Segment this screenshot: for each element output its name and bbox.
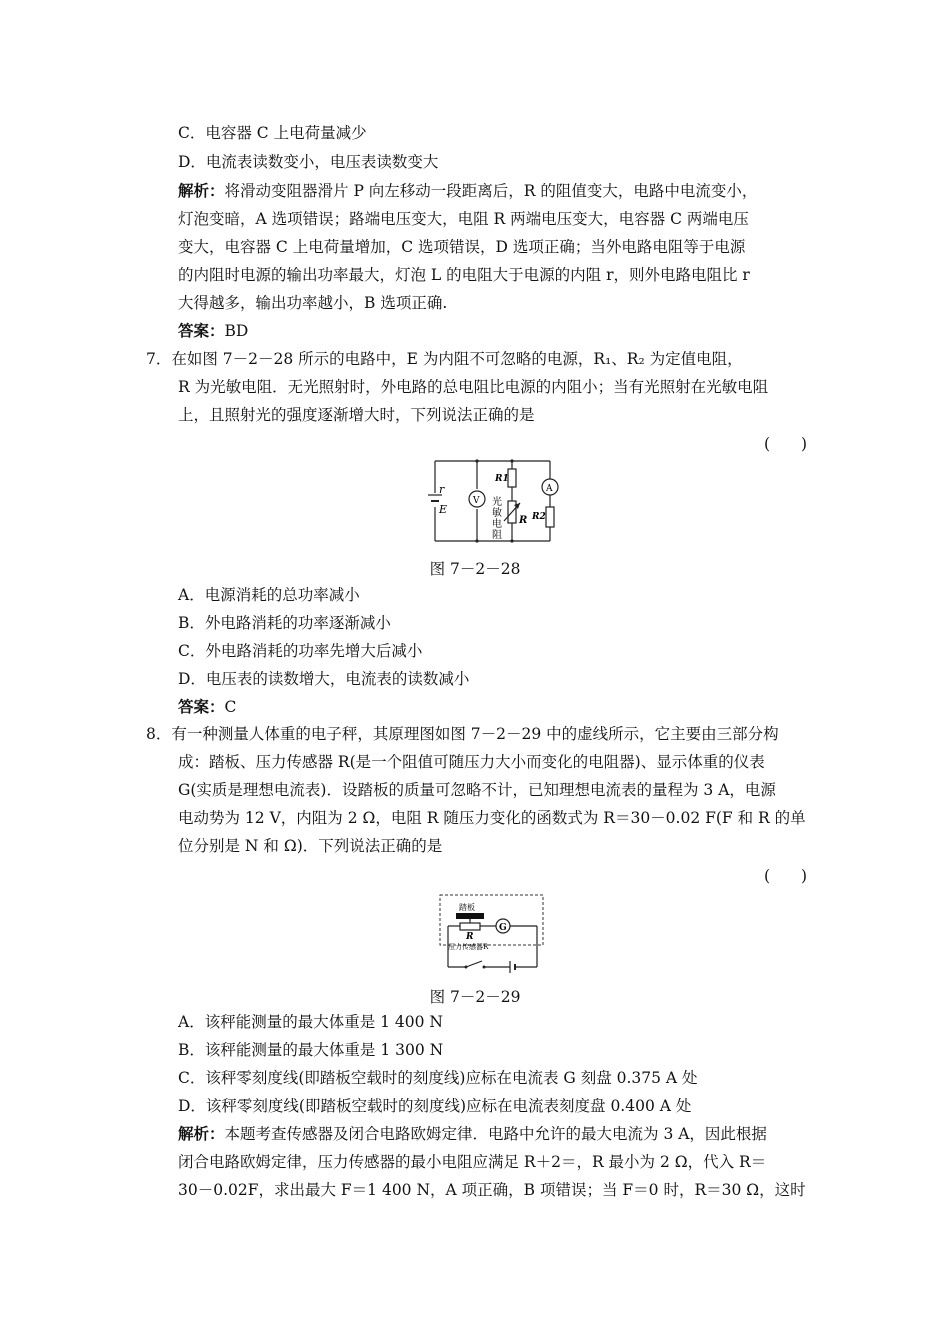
label-E: E xyxy=(439,503,448,516)
label-photo-4: 阻 xyxy=(492,530,502,541)
label-photo-2: 敏 xyxy=(492,508,502,519)
q6-analysis-line-3: 变大，电容器 C 上电荷量增加，C 选项错误，D 选项正确；当外电路电阻等于电源 xyxy=(178,238,746,256)
q6-answer xyxy=(178,321,248,341)
q8-stem-line-3: G(实质是理想电流表)．设踏板的质量可忽略不计，已知理想电流表的量程为 3 A，电源 xyxy=(178,781,776,799)
figure-caption-7-2-29: 图 7－2－29 xyxy=(429,988,521,1006)
q6-option-c: C．电容器 C 上电荷量减少 xyxy=(178,124,367,142)
q7-stem-line-3: 上，且照射光的强度逐渐增大时，下列说法正确的是 xyxy=(178,406,535,424)
q8-stem-line-4: 电动势为 12 V，内阻为 2 Ω，电阻 R 随压力变化的函数式为 R＝30－0.02 F(F 和 R 的单 xyxy=(178,809,806,827)
label-G: G xyxy=(499,923,507,933)
q7-answer-bracket: ( ) xyxy=(764,435,808,453)
q8-stem-line-2: 成：踏板、压力传感器 R(是一个阻值可随压力大小而变化的电阻器)、显示体重的仪表 xyxy=(178,753,765,771)
q8-analysis-line-2: 闭合电路欧姆定律，压力传感器的最小电阻应满足 R＋2＝，R 最小为 2 Ω，代入 R＝ xyxy=(178,1153,767,1171)
q8-stem-line-5: 位分别是 N 和 Ω)．下列说法正确的是 xyxy=(178,837,443,855)
answer-value: C xyxy=(224,698,237,716)
q8-option-d: D．该秤零刻度线(即踏板空载时的刻度线)应标在电流表刻度盘 0.400 A 处 xyxy=(178,1097,692,1115)
q8-answer-bracket: ( ) xyxy=(764,867,808,885)
label-R: R xyxy=(466,932,474,942)
label-V: V xyxy=(473,496,480,506)
analysis-text: 本题考查传感器及闭合电路欧姆定律．电路中允许的最大电流为 3 A，因此根据 xyxy=(224,1125,767,1143)
q7-option-b: B．外电路消耗的功率逐渐减小 xyxy=(178,614,391,632)
q8-stem-line-1: 8．有一种测量人体重的电子秤，其原理图如图 7－2－29 中的虚线所示，它主要由三部分构 xyxy=(146,725,779,743)
label-pedal: 踏板 xyxy=(459,903,475,912)
q6-analysis-line-1 xyxy=(178,181,757,201)
q8-option-b: B．该秤能测量的最大体重是 1 300 N xyxy=(178,1041,444,1059)
q6-analysis-line-4: 的内阻时电源的输出功率最大，灯泡 L 的电阻大于电源的内阻 r，则外电路电阻比 r xyxy=(178,266,750,284)
q7-stem-line-1: 7．在如图 7－2－28 所示的电路中，E 为内阻不可忽略的电源，R₁、R₂ 为定值电阻， xyxy=(146,350,743,368)
analysis-label: 解析： xyxy=(178,1124,225,1143)
q7-answer xyxy=(178,697,236,717)
answer-value: BD xyxy=(224,322,249,340)
label-A: A xyxy=(546,484,553,494)
q8-analysis-line-1 xyxy=(178,1124,767,1144)
q8-option-a: A．该秤能测量的最大体重是 1 400 N xyxy=(178,1013,443,1031)
figure-caption-7-2-28: 图 7－2－28 xyxy=(429,560,521,578)
q7-option-a: A．电源消耗的总功率减小 xyxy=(178,586,360,604)
q8-option-c: C．该秤零刻度线(即踏板空载时的刻度线)应标在电流表 G 刻盘 0.375 A 处 xyxy=(178,1069,698,1087)
label-R: R xyxy=(519,515,528,526)
q7-option-c: C．外电路消耗的功率先增大后减小 xyxy=(178,642,423,660)
q8-analysis-line-3: 30－0.02F，求出最大 F＝1 400 N，A 项正确，B 项错误；当 F＝0 时，R＝30 Ω，这时 xyxy=(178,1181,806,1199)
scale-diagram-7-2-29 xyxy=(436,891,548,973)
label-photo-3: 电 xyxy=(492,519,502,530)
q7-stem-line-2: R 为光敏电阻．无光照射时，外电路的总电阻比电源的内阻小；当有光照射在光敏电阻 xyxy=(178,378,769,396)
label-r: r xyxy=(439,483,445,496)
q7-option-d: D．电压表的读数增大，电流表的读数减小 xyxy=(178,670,470,688)
analysis-label: 解析： xyxy=(178,181,225,200)
q6-analysis-line-2: 灯泡变暗，A 选项错误；路端电压变大，电阻 R 两端电压变大，电容器 C 两端电压 xyxy=(178,210,749,228)
label-R2: R2 xyxy=(532,512,546,522)
label-photo-1: 光 xyxy=(492,497,502,508)
q6-analysis-line-5: 大得越多，输出功率越小，B 选项正确. xyxy=(178,294,448,312)
answer-label: 答案： xyxy=(178,697,225,716)
label-sensor: 压力传感器R xyxy=(448,943,489,951)
q6-option-d: D．电流表读数变小，电压表读数变大 xyxy=(178,153,439,171)
answer-label: 答案： xyxy=(178,321,225,340)
analysis-text: 将滑动变阻器滑片 P 向左移动一段距离后，R 的阻值变大，电路中电流变小， xyxy=(224,182,758,200)
label-R1: R1 xyxy=(495,474,509,484)
circuit-diagram-7-2-28 xyxy=(425,455,565,547)
